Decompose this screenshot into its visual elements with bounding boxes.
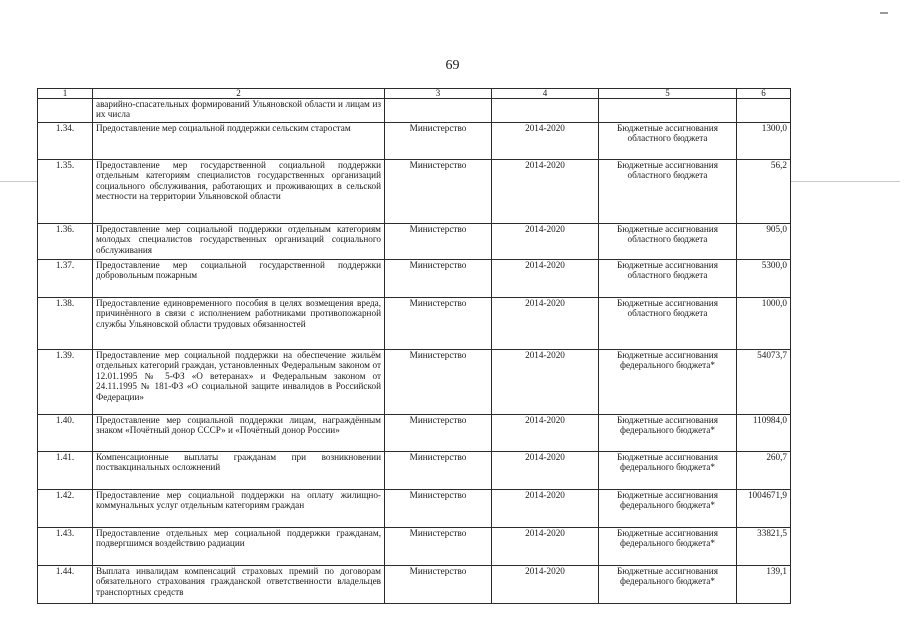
measure-name: Предоставление мер социальной поддержки сельским старостам	[93, 123, 385, 160]
executor: Министерство	[385, 123, 492, 160]
funding-source	[599, 99, 737, 123]
executor: Министерство	[385, 160, 492, 224]
column-header: 5	[599, 89, 737, 99]
period: 2014-2020	[492, 490, 599, 528]
funding-source: Бюджетные ассигнования областного бюджета	[599, 123, 737, 160]
funding-source: Бюджетные ассигнования областного бюджета	[599, 224, 737, 260]
measure-name: Выплата инвалидам компенсаций страховых премий по договорам обязательного страхования гражданской ответственности владельцев транспортных средств	[93, 566, 385, 604]
funding-source: Бюджетные ассигнования областного бюджета	[599, 160, 737, 224]
measure-name: Предоставление отдельных мер социальной поддержки гражданам, подвергшимся воздействию радиации	[93, 528, 385, 566]
table-row	[38, 224, 791, 260]
column-header: 2	[93, 89, 385, 99]
amount: 1004671,9	[737, 490, 791, 528]
executor: Министерство	[385, 260, 492, 298]
measure-name: Предоставление мер государственной социальной поддержки отдельным категориям специалистов государственных организаций социального обслуживания, работающих и проживающих в сельской местности на территории Ульяновской области	[93, 160, 385, 224]
measure-name: аварийно-спасательных формирований Ульяновской области и лицам из их числа	[93, 99, 385, 123]
period: 2014-2020	[492, 528, 599, 566]
measure-name: Предоставление мер социальной поддержки на обеспечение жильём отдельных категорий граждан, установленных Федеральным законом от 12.01.1995 № 5-ФЗ «О ветеранах» и Федеральным законом от 24.11.1995 № 181-ФЗ «О социальной защите инвалидов в Российской Федерации»	[93, 350, 385, 415]
column-header: 6	[737, 89, 791, 99]
amount: 905,0	[737, 224, 791, 260]
row-number: 1.43.	[38, 528, 93, 566]
row-number: 1.36.	[38, 224, 93, 260]
row-number: 1.40.	[38, 415, 93, 452]
amount: 139,1	[737, 566, 791, 604]
executor: Министерство	[385, 528, 492, 566]
table-row	[38, 99, 791, 123]
executor: Министерство	[385, 415, 492, 452]
executor: Министерство	[385, 298, 492, 350]
funding-source: Бюджетные ассигнования областного бюджета	[599, 260, 737, 298]
column-header-row	[38, 89, 791, 99]
amount: 110984,0	[737, 415, 791, 452]
row-number	[38, 99, 93, 123]
period: 2014-2020	[492, 350, 599, 415]
measure-name: Предоставление мер социальной поддержки на оплату жилищно-коммунальных услуг отдельным категориям граждан	[93, 490, 385, 528]
scan-corner-mark	[880, 12, 888, 14]
table-row	[38, 298, 791, 350]
period: 2014-2020	[492, 160, 599, 224]
row-number: 1.37.	[38, 260, 93, 298]
funding-source: Бюджетные ассигнования областного бюджета	[599, 298, 737, 350]
executor: Министерство	[385, 224, 492, 260]
period	[492, 99, 599, 123]
period: 2014-2020	[492, 298, 599, 350]
amount: 54073,7	[737, 350, 791, 415]
row-number: 1.38.	[38, 298, 93, 350]
period: 2014-2020	[492, 415, 599, 452]
period: 2014-2020	[492, 123, 599, 160]
measure-name: Предоставление мер социальной поддержки отдельным категориям молодых специалистов государственных организаций социального обслуживания	[93, 224, 385, 260]
period: 2014-2020	[492, 224, 599, 260]
measure-name: Предоставление мер социальной государственной поддержки добровольным пожарным	[93, 260, 385, 298]
scan-margin-line	[0, 181, 37, 182]
funding-source: Бюджетные ассигнования федерального бюджета*	[599, 350, 737, 415]
table-row	[38, 528, 791, 566]
row-number: 1.34.	[38, 123, 93, 160]
amount: 33821,5	[737, 528, 791, 566]
amount: 56,2	[737, 160, 791, 224]
table-row	[38, 452, 791, 490]
executor: Министерство	[385, 490, 492, 528]
table-row	[38, 566, 791, 604]
row-number: 1.41.	[38, 452, 93, 490]
page-number: 69	[445, 58, 460, 73]
column-header: 4	[492, 89, 599, 99]
table-row	[38, 123, 791, 160]
amount: 1000,0	[737, 298, 791, 350]
column-header: 3	[385, 89, 492, 99]
funding-source: Бюджетные ассигнования федерального бюджета*	[599, 452, 737, 490]
column-header: 1	[38, 89, 93, 99]
amount: 260,7	[737, 452, 791, 490]
executor: Министерство	[385, 566, 492, 604]
executor: Министерство	[385, 350, 492, 415]
funding-source: Бюджетные ассигнования федерального бюджета*	[599, 490, 737, 528]
table-row	[38, 415, 791, 452]
amount: 5300,0	[737, 260, 791, 298]
row-number: 1.39.	[38, 350, 93, 415]
funding-source: Бюджетные ассигнования федерального бюджета*	[599, 415, 737, 452]
table-row	[38, 350, 791, 415]
scan-margin-line	[790, 181, 900, 182]
amount: 1300,0	[737, 123, 791, 160]
table-row	[38, 490, 791, 528]
executor: Министерство	[385, 452, 492, 490]
program-table	[37, 88, 791, 604]
row-number: 1.42.	[38, 490, 93, 528]
funding-source: Бюджетные ассигнования федерального бюджета*	[599, 566, 737, 604]
row-number: 1.44.	[38, 566, 93, 604]
executor	[385, 99, 492, 123]
period: 2014-2020	[492, 260, 599, 298]
table-row	[38, 260, 791, 298]
period: 2014-2020	[492, 566, 599, 604]
table-row	[38, 160, 791, 224]
amount	[737, 99, 791, 123]
measure-name: Предоставление единовременного пособия в целях возмещения вреда, причинённого в связи с исполнением работниками противопожарной службы Ульяновской области трудовых обязанностей	[93, 298, 385, 350]
measure-name: Предоставление мер социальной поддержки лицам, награждённым знаком «Почётный донор СССР» и «Почётный донор России»	[93, 415, 385, 452]
period: 2014-2020	[492, 452, 599, 490]
row-number: 1.35.	[38, 160, 93, 224]
measure-name: Компенсационные выплаты гражданам при возникновении поствакцинальных осложнений	[93, 452, 385, 490]
funding-source: Бюджетные ассигнования федерального бюджета*	[599, 528, 737, 566]
